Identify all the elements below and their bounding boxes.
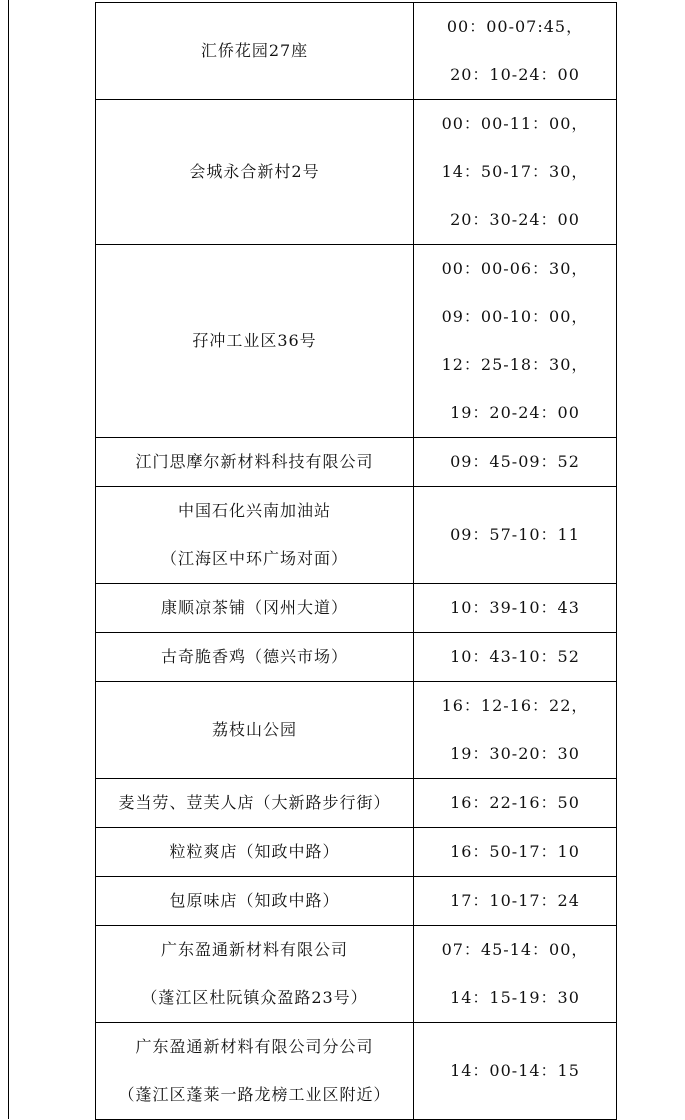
place-name: 江门思摩尔新材料科技有限公司: [135, 452, 374, 471]
time-range: 14：00-14：15: [450, 1061, 580, 1080]
time-range: 19：20-24：00: [450, 403, 580, 422]
time-cell: [414, 584, 617, 633]
time-cell: [414, 438, 617, 487]
time-range: 16：12-16：22，: [441, 696, 589, 715]
place-cell: [96, 245, 414, 438]
place-cell: [96, 100, 414, 245]
time-range: 20：30-24：00: [450, 210, 580, 229]
place-cell: [96, 877, 414, 926]
time-range: 12：25-18：30，: [441, 355, 589, 374]
place-name: 中国石化兴南加油站: [177, 501, 331, 520]
place-name: 包原味店（知政中路）: [169, 891, 340, 910]
place-address: （蓬江区杜阮镇众盈路23号）: [141, 988, 368, 1007]
time-cell: [414, 779, 617, 828]
time-cell: [414, 828, 617, 877]
time-cell: [414, 1023, 617, 1120]
table-row: [96, 438, 617, 487]
table-row: [96, 487, 617, 584]
time-range: 14：50-17：30，: [441, 162, 589, 181]
place-cell: [96, 926, 414, 1023]
place-name: 会城永合新村2号: [189, 162, 320, 181]
place-name: 古奇脆香鸡（德兴市场）: [160, 647, 348, 666]
place-cell: [96, 487, 414, 584]
time-range: 16：22-16：50: [450, 793, 580, 812]
place-cell: [96, 3, 414, 100]
table-row: [96, 584, 617, 633]
place-name: 康顺凉茶铺（冈州大道）: [160, 598, 348, 617]
time-cell: [414, 633, 617, 682]
place-name: 荔枝山公园: [211, 720, 297, 739]
table-row: [96, 926, 617, 1023]
time-range: 19：30-20：30: [450, 744, 580, 763]
time-cell: [414, 100, 617, 245]
time-cell: [414, 245, 617, 438]
time-cell: [414, 926, 617, 1023]
place-name: 粒粒爽店（知政中路）: [169, 842, 340, 861]
place-name: 麦当劳、荳芙人店（大新路步行街）: [118, 793, 391, 812]
place-name: 广东盈通新材料有限公司: [160, 940, 348, 959]
table-row: [96, 828, 617, 877]
time-range: 16：50-17：10: [450, 842, 580, 861]
table-row: [96, 3, 617, 100]
time-range: 09：00-10：00，: [441, 307, 589, 326]
time-range: 10：39-10：43: [450, 598, 580, 617]
time-range: 17：10-17：24: [450, 891, 580, 910]
table-row: [96, 633, 617, 682]
time-range: 09：45-09：52: [450, 452, 580, 471]
time-cell: [414, 3, 617, 100]
place-address: （江海区中环广场对面）: [160, 549, 348, 568]
table-row: [96, 1023, 617, 1120]
time-range: 07：45-14：00，: [441, 940, 589, 959]
page-left-rule: [8, 0, 9, 1119]
table-row: [96, 682, 617, 779]
time-cell: [414, 877, 617, 926]
place-name: 汇侨花园27座: [200, 41, 309, 60]
time-cell: [414, 682, 617, 779]
place-cell: [96, 682, 414, 779]
time-range: 09：57-10：11: [450, 525, 580, 544]
table-row: [96, 100, 617, 245]
table-row: [96, 245, 617, 438]
place-cell: [96, 1023, 414, 1120]
place-name: 孖冲工业区36号: [192, 331, 317, 350]
time-range: 00：00-06：30，: [441, 259, 589, 278]
place-cell: [96, 633, 414, 682]
table-row: [96, 877, 617, 926]
time-cell: [414, 487, 617, 584]
place-cell: [96, 828, 414, 877]
time-range: 00：00-11：00，: [441, 114, 589, 133]
time-range: 14：15-19：30: [450, 988, 580, 1007]
location-schedule-table: [95, 2, 617, 1120]
time-range: 10：43-10：52: [450, 647, 580, 666]
time-range: 00：00-07:45，: [446, 17, 584, 36]
place-name: 广东盈通新材料有限公司分公司: [135, 1037, 374, 1056]
place-address: （蓬江区蓬莱一路龙榜工业区附近）: [118, 1085, 391, 1104]
place-cell: [96, 779, 414, 828]
table-row: [96, 779, 617, 828]
time-range: 20：10-24：00: [450, 65, 580, 84]
place-cell: [96, 584, 414, 633]
place-cell: [96, 438, 414, 487]
